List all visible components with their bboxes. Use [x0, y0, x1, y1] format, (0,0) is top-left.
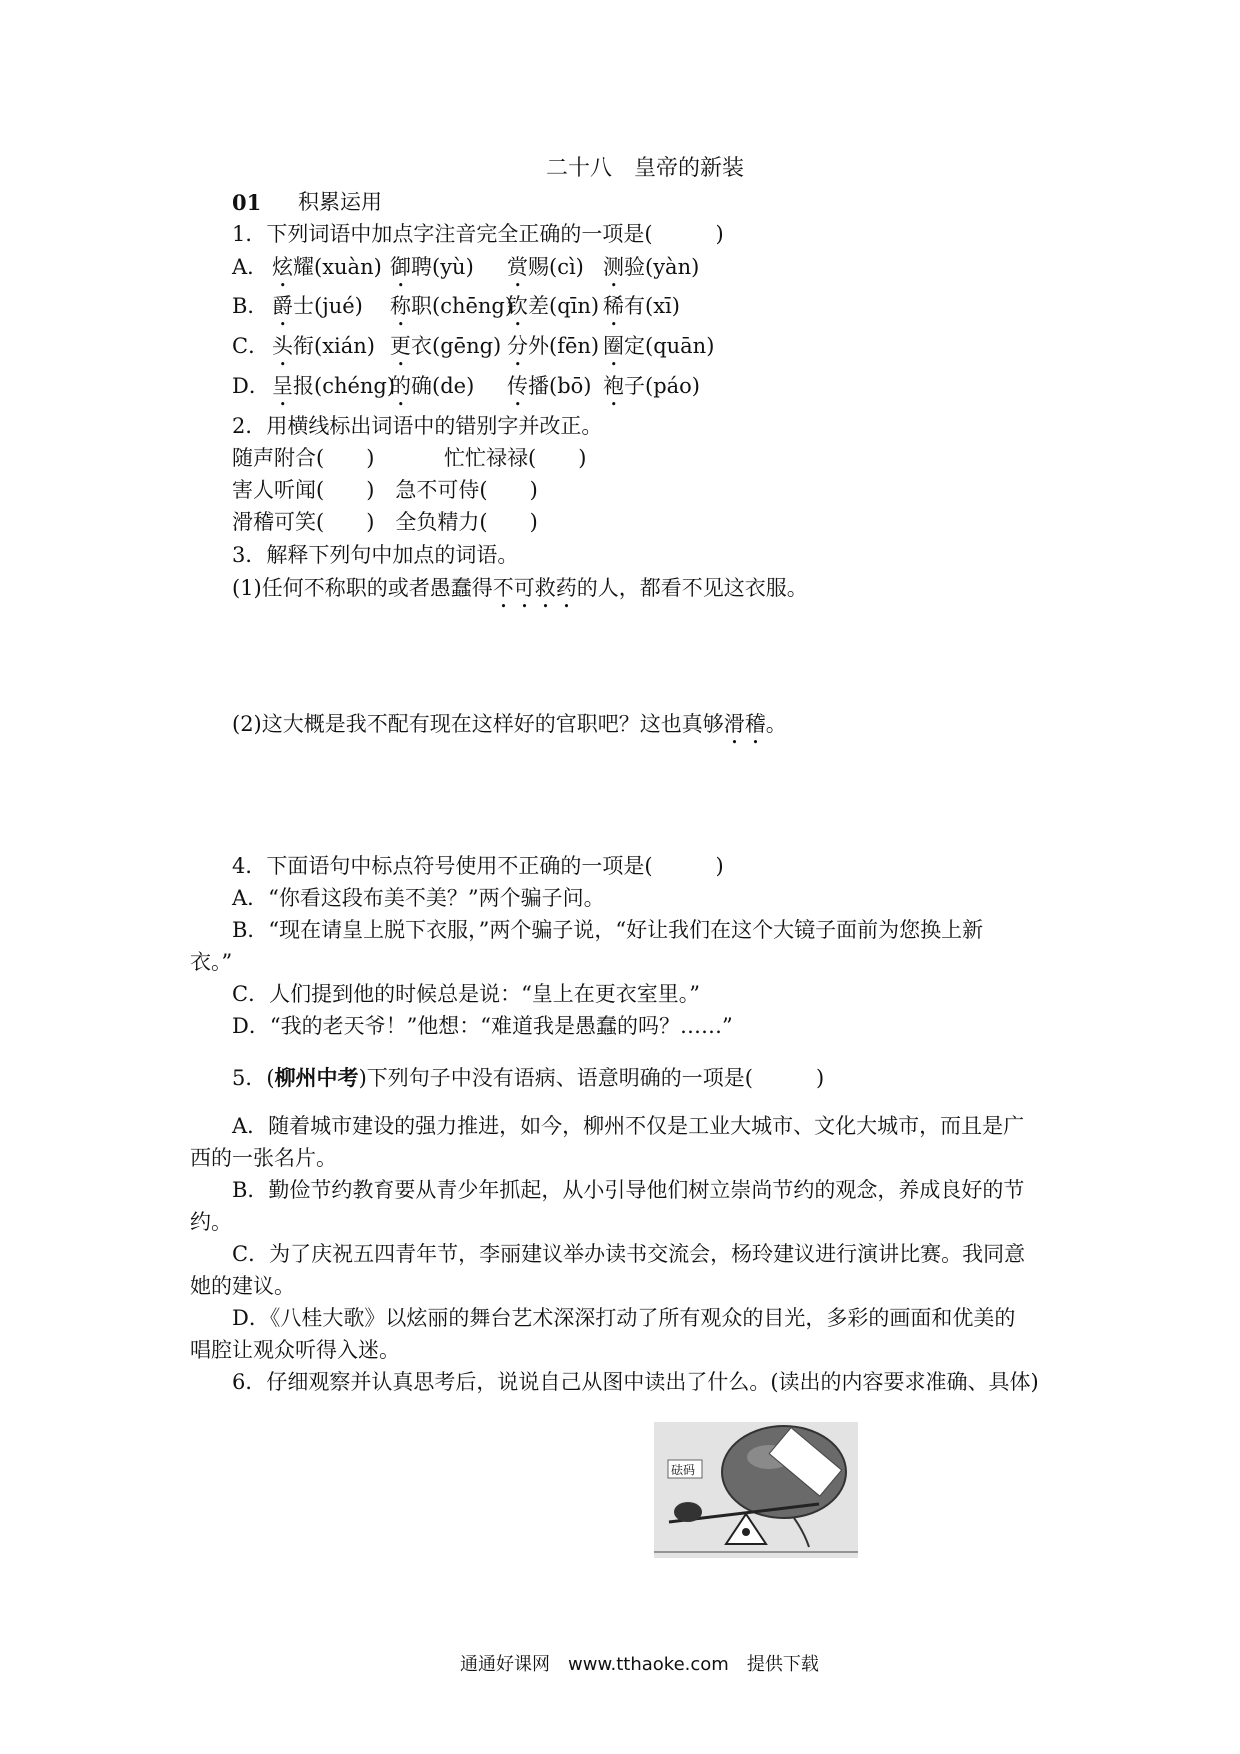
q1-option-label: B． [232, 294, 269, 318]
q1-dotted-char: 头 [272, 334, 293, 358]
q1-word [603, 374, 700, 411]
q1-char: 职 [411, 294, 432, 318]
q5-post: )下列句子中没有语病、语意明确的一项是( ) [358, 1066, 825, 1090]
q3-s2-dotted: 滑稽 [723, 712, 766, 736]
q3-s1-post: 的人，都看不见这衣服。 [576, 576, 808, 600]
q1-word [507, 334, 599, 371]
q1-pinyin: (cì) [549, 255, 584, 279]
q1-dotted-char: 爵 [272, 294, 293, 318]
q1-char: 验 [624, 255, 645, 279]
q1-pinyin: (de) [432, 374, 475, 398]
q5-option-b-line2: 约。 [190, 1210, 232, 1234]
q1-pinyin: (xián) [314, 334, 375, 358]
q1-char: 耀 [293, 255, 314, 279]
q1-pinyin: (quān) [645, 334, 715, 358]
q1-dotted-char: 的 [390, 374, 411, 398]
q1-option-label: A． [232, 255, 269, 279]
q1-word [603, 294, 680, 331]
q1-pinyin: (jué) [314, 294, 363, 318]
q1-dotted-char: 更 [390, 334, 411, 358]
q1-char: 衔 [293, 334, 314, 358]
q1-char: 赐 [528, 255, 549, 279]
q1-word [603, 255, 699, 292]
q5-option-b-line1: B．勤俭节约教育要从青少年抓起，从小引导他们树立崇尚节约的观念，养成良好的节 [232, 1178, 1025, 1202]
balance-illustration [654, 1422, 858, 1558]
q1-dotted-char: 袍 [603, 374, 624, 398]
q4-stem: 4．下面语句中标点符号使用不正确的一项是( ) [232, 854, 724, 878]
q1-dotted-char: 圈 [603, 334, 624, 358]
q3-s1-dotted: 不可救药 [492, 576, 577, 600]
q2-row1b: 忙忙禄禄( ) [444, 446, 587, 470]
q1-char: 聘 [411, 255, 432, 279]
q1-pinyin: (fēn) [549, 334, 600, 358]
q1-dotted-char: 赏 [507, 255, 528, 279]
cartoon-balance-image [654, 1422, 858, 1558]
q5-stem [232, 1065, 824, 1091]
q4-option-b-line1: B．“现在请皇上脱下衣服，”两个骗子说，“好让我们在这个大镜子面前为您换上新 [232, 918, 984, 942]
q1-word [272, 334, 375, 371]
q5-option-c-line1: C．为了庆祝五四青年节，李丽建议举办读书交流会，杨玲建议进行演讲比赛。我同意 [232, 1242, 1026, 1266]
q1-pinyin: (chēng) [432, 294, 514, 318]
q1-pinyin: (bō) [549, 374, 592, 398]
q5-option-c-line2: 她的建议。 [190, 1274, 295, 1298]
q2-row2: 害人听闻( ) 急不可侍( ) [232, 478, 538, 502]
q3-s1-pre: (1)任何不称职的或者愚蠢得 [232, 576, 493, 600]
q1-word [603, 334, 714, 371]
q1-dotted-char: 测 [603, 255, 624, 279]
page-title: 二十八 皇帝的新装 [546, 156, 745, 181]
q4-option-d: D．“我的老天爷！”他想：“难道我是愚蠢的吗？……” [232, 1014, 733, 1038]
q1-dotted-char: 稀 [603, 294, 624, 318]
footer-text: 通通好课网 www.tthaoke.com 提供下载 [460, 1654, 819, 1675]
section-title: 积累运用 [298, 190, 382, 214]
q1-dotted-char: 称 [390, 294, 411, 318]
q3-s2-post: 。 [765, 712, 787, 736]
q3-stem: 3．解释下列句中加点的词语。 [232, 543, 519, 567]
q1-char: 有 [624, 294, 645, 318]
q2-row1a: 随声附合( ) [232, 446, 375, 470]
q1-char: 定 [624, 334, 645, 358]
q1-pinyin: (yù) [432, 255, 474, 279]
q2-row3: 滑稽可笑( ) 全负精力( ) [232, 510, 538, 534]
q3-s2-pre: (2)这大概是我不配有现在这样好的官职吧？这也真够 [232, 712, 724, 736]
q1-char: 差 [528, 294, 549, 318]
q1-option-label: C． [232, 334, 270, 358]
q1-pinyin: (chéng) [314, 374, 396, 398]
q1-char: 确 [411, 374, 432, 398]
q1-pinyin: (yàn) [645, 255, 700, 279]
q1-word [390, 334, 501, 371]
q1-word [272, 294, 363, 331]
q1-pinyin: (xī) [645, 294, 680, 318]
q1-dotted-char: 分 [507, 334, 528, 358]
q1-word [507, 374, 591, 411]
q1-word [507, 294, 599, 331]
q5-option-a-line2: 西的一张名片。 [190, 1146, 337, 1170]
q1-pinyin: (páo) [645, 374, 700, 398]
q1-word [390, 294, 513, 331]
q1-dotted-char: 钦 [507, 294, 528, 318]
q1-option-label: D． [232, 374, 270, 398]
q1-char: 播 [528, 374, 549, 398]
q1-pinyin: (qīn) [549, 294, 600, 318]
q1-word [390, 255, 474, 292]
q1-dotted-char: 炫 [272, 255, 293, 279]
q6-stem: 6．仔细观察并认真思考后，说说自己从图中读出了什么。(读出的内容要求准确、具体) [232, 1370, 1039, 1394]
q4-option-a: A．“你看这段布美不美？”两个骗子问。 [232, 886, 605, 910]
q5-pre: 5．( [232, 1066, 275, 1090]
q1-dotted-char: 御 [390, 255, 411, 279]
q5-option-d-line2: 唱腔让观众听得入迷。 [190, 1338, 400, 1362]
q4-option-b-line2: 衣。” [190, 950, 233, 974]
q1-char: 士 [293, 294, 314, 318]
q1-word [272, 374, 395, 411]
q5-source: 柳州中考 [274, 1065, 359, 1090]
q1-char: 报 [293, 374, 314, 398]
image-label-left: 砝码 [671, 1463, 696, 1477]
q4-option-c: C．人们提到他的时候总是说：“皇上在更衣室里。” [232, 982, 701, 1006]
q5-option-d-line1: D．《八桂大歌》以炫丽的舞台艺术深深打动了所有观众的目光，多彩的画面和优美的 [232, 1306, 1016, 1330]
section-number: 01 [232, 190, 262, 215]
q5-option-a-line1: A．随着城市建设的强力推进，如今，柳州不仅是工业大城市、文化大城市，而且是广 [232, 1114, 1025, 1138]
q1-word [390, 374, 474, 411]
q1-char: 外 [528, 334, 549, 358]
q1-dotted-char: 传 [507, 374, 528, 398]
q1-char: 子 [624, 374, 645, 398]
q1-word [272, 255, 382, 292]
q1-dotted-char: 呈 [272, 374, 293, 398]
q3-sentence-1 [232, 576, 808, 613]
q1-pinyin: (xuàn) [314, 255, 382, 279]
q1-pinyin: (gēng) [432, 334, 502, 358]
q3-sentence-2 [232, 712, 787, 749]
q1-char: 衣 [411, 334, 432, 358]
q1-word [507, 255, 584, 292]
q2-stem: 2．用横线标出词语中的错别字并改正。 [232, 414, 603, 438]
q1-stem: 1．下列词语中加点字注音完全正确的一项是( ) [232, 222, 724, 246]
